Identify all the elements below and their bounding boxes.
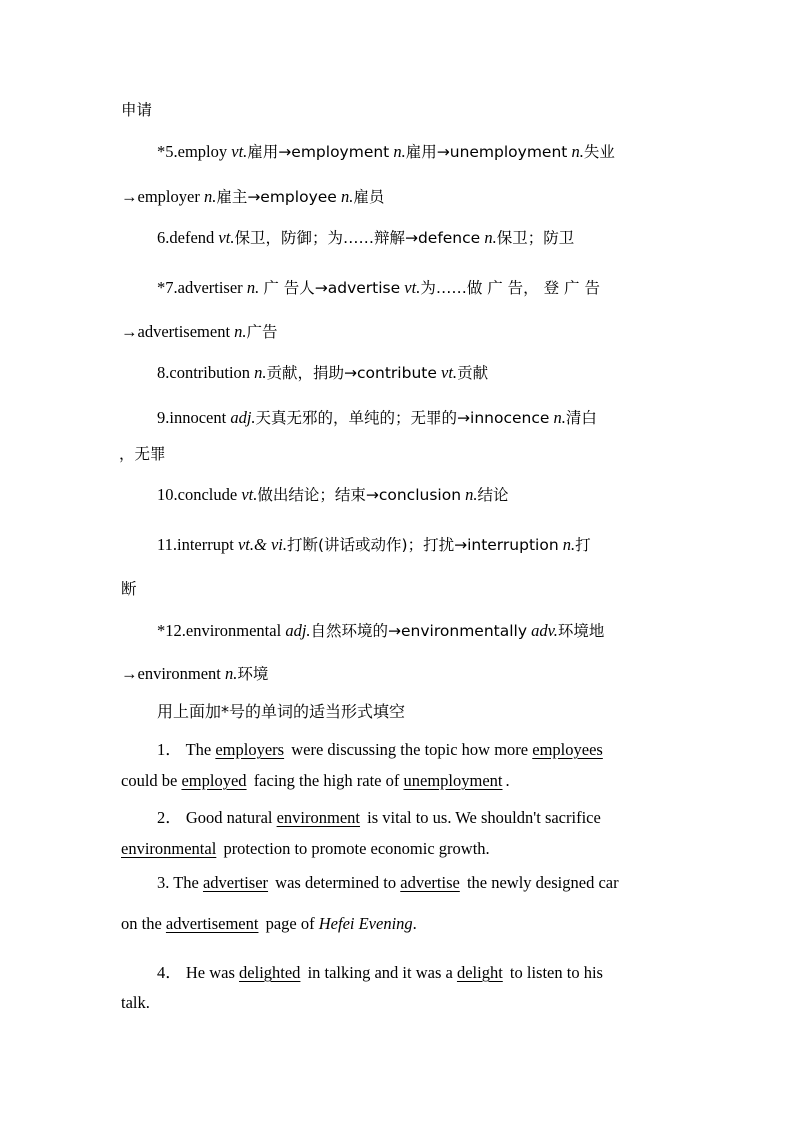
exercise-sentence-2 (157, 804, 601, 828)
pos-tag: n. (465, 485, 478, 504)
vocab-word: *5.employ (157, 142, 228, 161)
vocab-gloss: 保卫，防御；为……辩解→defence (234, 229, 481, 247)
pos-tag: adj. (230, 408, 256, 427)
pos-tag: n. (484, 228, 497, 247)
vocab-line-apply: 申请 (121, 101, 153, 119)
sentence-text: protection to promote economic growth. (223, 839, 490, 858)
vocab-gloss: 失业 (583, 143, 615, 161)
sentence-text: is vital to us. We shouldn't sacrifice (367, 808, 601, 827)
answer-blank: employees (532, 740, 603, 759)
vocab-gloss: 环境地 (557, 622, 605, 640)
pos-tag: n. (234, 322, 247, 341)
sentence-number: 2． (157, 808, 182, 827)
answer-blank: environment (276, 808, 361, 827)
vocab-item-7-cont (121, 320, 278, 342)
exercise-sentence-4 (157, 959, 603, 983)
pos-tag: n. (393, 142, 406, 161)
vocab-gloss: 打 (575, 536, 591, 554)
sentence-text: facing the high rate of (253, 771, 400, 790)
answer-blank: employers (215, 740, 285, 759)
exercise-sentence-2-cont (121, 839, 490, 859)
vocab-item-11 (157, 533, 591, 555)
answer-blank: delighted (239, 963, 301, 982)
sentence-text: could be (121, 771, 178, 790)
exercise-sentence-3-cont (121, 914, 417, 934)
exercise-sentence-1 (157, 736, 606, 760)
pos-tag: n. (340, 187, 354, 206)
answer-blank: environmental (121, 839, 217, 858)
vocab-word: →employer (121, 187, 200, 206)
pos-tag: n. (571, 142, 584, 161)
pos-tag: vt. (241, 485, 258, 504)
vocab-gloss: 雇用→employment (247, 143, 390, 161)
sentence-number: 4． (157, 963, 182, 982)
sentence-text: on the (121, 914, 162, 933)
vocab-gloss: 雇主→employee (216, 188, 337, 206)
answer-blank: advertise (400, 873, 460, 892)
vocab-item-6 (157, 226, 574, 248)
vocab-gloss: 广告 (246, 323, 278, 341)
sentence-number: 3. (157, 873, 170, 892)
sentence-text: The (173, 873, 199, 892)
answer-blank: unemployment (403, 771, 503, 790)
vocab-gloss: 天真无邪的，单纯的；无罪的→innocence (255, 409, 550, 427)
vocab-gloss: 环境 (237, 665, 269, 683)
vocab-gloss: 打断(讲话或动作)；打扰→interruption (286, 536, 559, 554)
pos-tag: n. (225, 664, 238, 683)
vocab-item-7 (157, 276, 600, 298)
answer-blank: advertisement (165, 914, 259, 933)
pos-tag: n. (562, 535, 576, 554)
exercise-heading: 用上面加*号的单词的适当形式填空 (157, 702, 406, 721)
vocab-gloss: 雇员 (353, 188, 385, 206)
vocab-word: 9.innocent (157, 408, 227, 427)
sentence-text: were discussing the topic how more (291, 740, 529, 759)
sentence-text: . (505, 771, 510, 790)
vocab-item-8 (157, 361, 488, 383)
pos-tag: vt. (218, 228, 235, 247)
pos-tag: vt. (441, 363, 458, 382)
vocab-word: →advertisement (121, 322, 231, 341)
answer-blank: advertiser (202, 873, 269, 892)
pos-tag: adj. (285, 621, 311, 640)
vocab-item-9 (157, 406, 597, 428)
vocab-gloss: 做出结论；结束→conclusion (257, 486, 462, 504)
vocab-gloss: 保卫；防卫 (496, 229, 575, 247)
sentence-text: Good natural (185, 808, 273, 827)
vocab-word: →environment (121, 664, 221, 683)
pos-tag: vt. (231, 142, 248, 161)
vocab-item-12-cont (121, 662, 268, 684)
pos-tag: n. (254, 363, 267, 382)
vocab-gloss: 自然环境的→environmentally (310, 622, 528, 640)
exercise-sentence-3 (157, 873, 619, 893)
vocab-gloss: 贡献，捐助→contribute (266, 364, 437, 382)
vocab-word: *7.advertiser (157, 278, 243, 297)
vocab-item-5 (157, 140, 673, 162)
pos-tag: vt. (404, 278, 421, 297)
sentence-text: in talking and it was a (307, 963, 453, 982)
exercise-sentence-4-cont: talk. (121, 993, 150, 1012)
vocab-item-5-cont (121, 185, 384, 207)
vocab-item-12 (157, 619, 604, 641)
sentence-text: page of (265, 914, 315, 933)
sentence-text: was determined to (275, 873, 397, 892)
vocab-word: 6.defend (157, 228, 215, 247)
vocab-word: *12.environmental (157, 621, 282, 640)
pos-tag: n. (553, 408, 566, 427)
pos-tag: adv. (531, 621, 558, 640)
vocab-gloss: 广 告人→advertise (263, 279, 401, 297)
vocab-item-11-cont: 断 (121, 580, 137, 598)
sentence-text: He was (185, 963, 235, 982)
sentence-text: the newly designed car (466, 873, 619, 892)
vocab-gloss: 清白 (565, 409, 597, 427)
vocab-item-10 (157, 483, 509, 505)
pos-tag: n. (203, 187, 217, 206)
newspaper-title: Hefei Evening (318, 914, 413, 933)
vocab-gloss: 雇用→unemployment (405, 143, 568, 161)
exercise-sentence-1-cont (121, 771, 510, 791)
pos-tag: n. (246, 278, 260, 297)
vocab-gloss: 为……做 广 告， 登 广 告 (420, 279, 600, 297)
sentence-text: to listen to his (509, 963, 603, 982)
sentence-text: The (185, 740, 212, 759)
pos-tag: vt.& vi. (237, 535, 287, 554)
sentence-text: . (412, 914, 417, 933)
vocab-word: 10.conclude (157, 485, 238, 504)
vocab-gloss: 结论 (477, 486, 509, 504)
vocab-gloss: 贡献 (457, 364, 489, 382)
answer-blank: employed (181, 771, 247, 790)
vocab-item-9-cont: ，无罪 (119, 445, 166, 463)
vocab-word: 11.interrupt (157, 535, 234, 554)
answer-blank: delight (456, 963, 503, 982)
sentence-number: 1． (157, 740, 182, 759)
vocab-word: 8.contribution (157, 363, 251, 382)
